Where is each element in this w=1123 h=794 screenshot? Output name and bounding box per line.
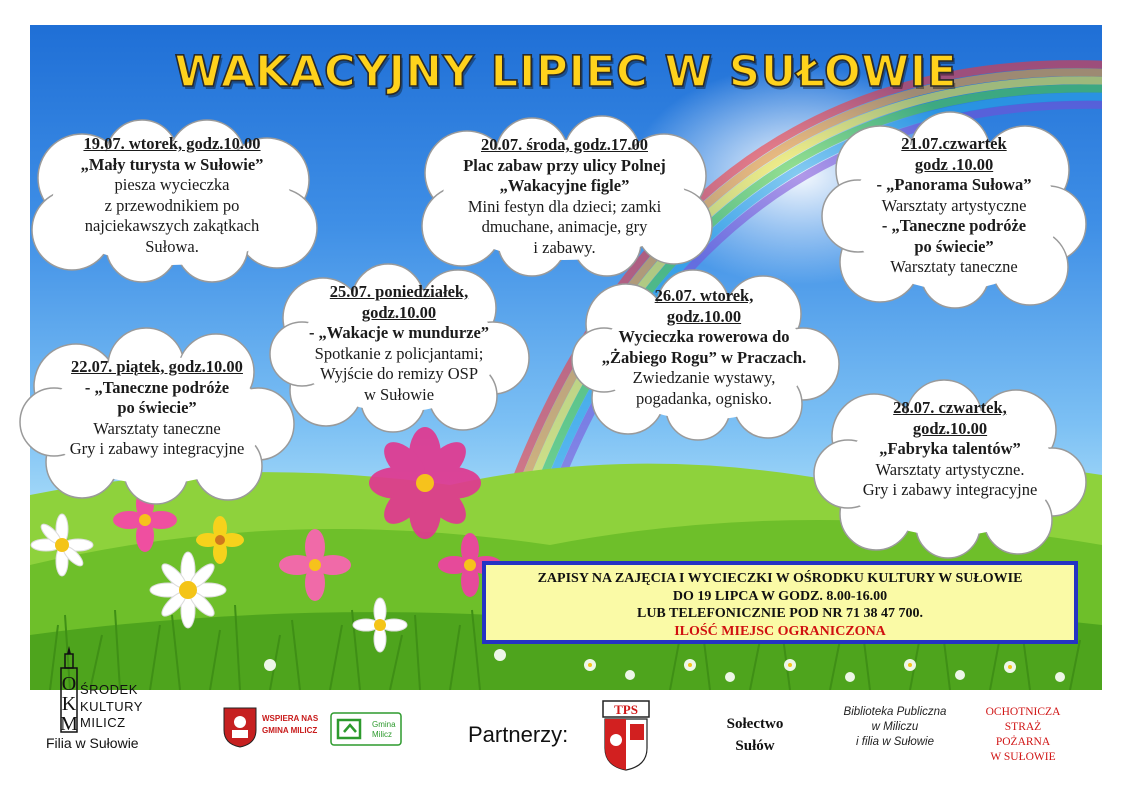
fire-brigade-partner — [968, 705, 1078, 765]
okm-line: ŚRODEK — [80, 682, 138, 697]
library-partner — [830, 705, 960, 750]
solectwo-sulow — [712, 713, 798, 757]
event-name: - „Wakacje w mundurze” — [308, 323, 490, 342]
crest-icon — [222, 706, 258, 748]
event-place: Plac zabaw przy ulicy Polnej — [463, 155, 666, 175]
event-desc: Sułowa. — [145, 236, 199, 256]
event-name: po świecie” — [117, 398, 197, 417]
wspiera-line: GMINA MILICZ — [262, 726, 318, 735]
wspiera-text — [262, 713, 318, 737]
event-date: 28.07. czwartek, — [893, 398, 1007, 417]
event-name: - „Taneczne podróże — [84, 377, 230, 397]
event-desc: w Sułowie — [363, 384, 435, 404]
osp-line: W SUŁOWIE — [990, 751, 1056, 763]
event-desc: Warsztaty taneczne — [93, 418, 221, 438]
osp-line: STRAŻ — [1004, 721, 1042, 733]
event-date: 20.07. środa, godz.17.00 — [481, 135, 648, 154]
tps-crest-icon — [602, 700, 650, 772]
event-time: godz.10.00 — [666, 306, 742, 326]
event-time: godz.10.00 — [912, 418, 988, 438]
gmina-logo-text — [372, 720, 396, 740]
event-desc: Wyjście do remizy OSP — [319, 364, 479, 383]
okm-line: KULTURY — [80, 698, 143, 714]
event-desc: z przewodnikiem po — [104, 195, 240, 215]
okm-line: MILICZ — [80, 715, 126, 730]
event-desc: najciekawszych zakątkach — [84, 216, 260, 235]
event-desc: pogadanka, ognisko. — [635, 388, 773, 408]
event-date: 22.07. piątek, godz.10.00 — [71, 357, 243, 376]
event-name: „Wakacyjne figle” — [499, 176, 630, 195]
library-line: w Miliczu — [871, 721, 919, 733]
limited-places-warning: ILOŚĆ MIEJSC OGRANICZONA — [674, 623, 886, 639]
tps-label: TPS — [614, 702, 638, 717]
solectwo-line: Sułów — [735, 738, 775, 754]
wspiera-line: WSPIERA NAS — [262, 714, 319, 723]
event-desc: Mini festyn dla dzieci; zamki — [467, 196, 662, 216]
okm-tower-icon — [58, 644, 80, 734]
okm-branch-label: Filia w Sułowie — [46, 735, 139, 751]
event-card-28-07 — [812, 378, 1088, 554]
event-desc: Warsztaty artystyczne. — [875, 459, 1025, 479]
event-name: - „Panorama Sułowa” — [876, 175, 1032, 194]
osp-line: OCHOTNICZA — [985, 706, 1061, 718]
tps-crest — [602, 700, 650, 772]
event-name: „Fabryka talentów” — [879, 439, 1021, 458]
event-name: po świecie” — [914, 236, 994, 256]
event-date: 19.07. wtorek, godz.10.00 — [83, 134, 261, 153]
info-line: LUB TELEFONICZNIE POD NR 71 38 47 700. — [636, 606, 923, 621]
gmina-line: Gmina — [372, 720, 396, 729]
okm-logo — [58, 644, 80, 734]
event-time: godz.10.00 — [361, 302, 437, 322]
event-name: - „Taneczne podróże — [881, 216, 1027, 235]
event-desc: i zabawy. — [533, 237, 596, 257]
event-desc: dmuchane, animacje, gry — [481, 217, 648, 236]
event-card-20-07 — [412, 118, 717, 278]
event-name: „Mały turysta w Sułowie” — [80, 154, 264, 174]
osp-line: POŻARNA — [995, 736, 1051, 748]
event-desc: Zwiedzanie wystawy, — [632, 368, 776, 387]
gmina-milicz-crest — [222, 706, 258, 748]
event-card-21-07 — [820, 112, 1088, 308]
event-desc: Spotkanie z policjantami; — [314, 343, 484, 363]
okm-letter: K — [61, 693, 77, 715]
event-date: 25.07. poniedziałek, — [329, 282, 469, 301]
event-desc: Warsztaty taneczne — [890, 257, 1018, 276]
event-name: „Żabiego Rogu” w Praczach. — [601, 347, 807, 367]
info-line: DO 19 LIPCA W GODZ. 8.00-16.00 — [672, 588, 888, 604]
page-title: WAKACYJNY LIPIEC W SUŁOWIE — [174, 47, 958, 97]
event-name: Wycieczka rowerowa do — [618, 327, 790, 346]
gmina-line: Milicz — [372, 730, 392, 739]
okm-letter: M — [60, 713, 78, 734]
signup-info-box — [482, 561, 1078, 644]
event-desc: Gry i zabawy integracyjne — [69, 439, 245, 458]
event-date: 26.07. wtorek, — [654, 286, 754, 305]
info-line: ZAPISY NA ZAJĘCIA I WYCIECZKI W OŚRODKU KULTURY W SUŁOWIE — [537, 571, 1023, 586]
library-line: Biblioteka Publiczna — [843, 706, 947, 718]
event-desc: Gry i zabawy integracyjne — [862, 480, 1038, 499]
event-card-26-07 — [568, 268, 840, 438]
okm-letter: O — [61, 673, 77, 695]
event-card-25-07 — [268, 262, 530, 430]
event-date: 21.07.czwartek — [901, 134, 1007, 153]
solectwo-line: Sołectwo — [726, 716, 784, 732]
event-desc: Warsztaty artystyczne — [881, 195, 1027, 215]
partners-label: Partnerzy: — [468, 722, 569, 747]
library-line: i filia w Sułowie — [856, 736, 934, 748]
event-desc: piesza wycieczka — [114, 175, 230, 194]
event-card-19-07 — [22, 118, 322, 284]
event-card-22-07 — [16, 326, 298, 502]
event-time: godz .10.00 — [914, 154, 994, 174]
okm-name — [80, 682, 143, 732]
